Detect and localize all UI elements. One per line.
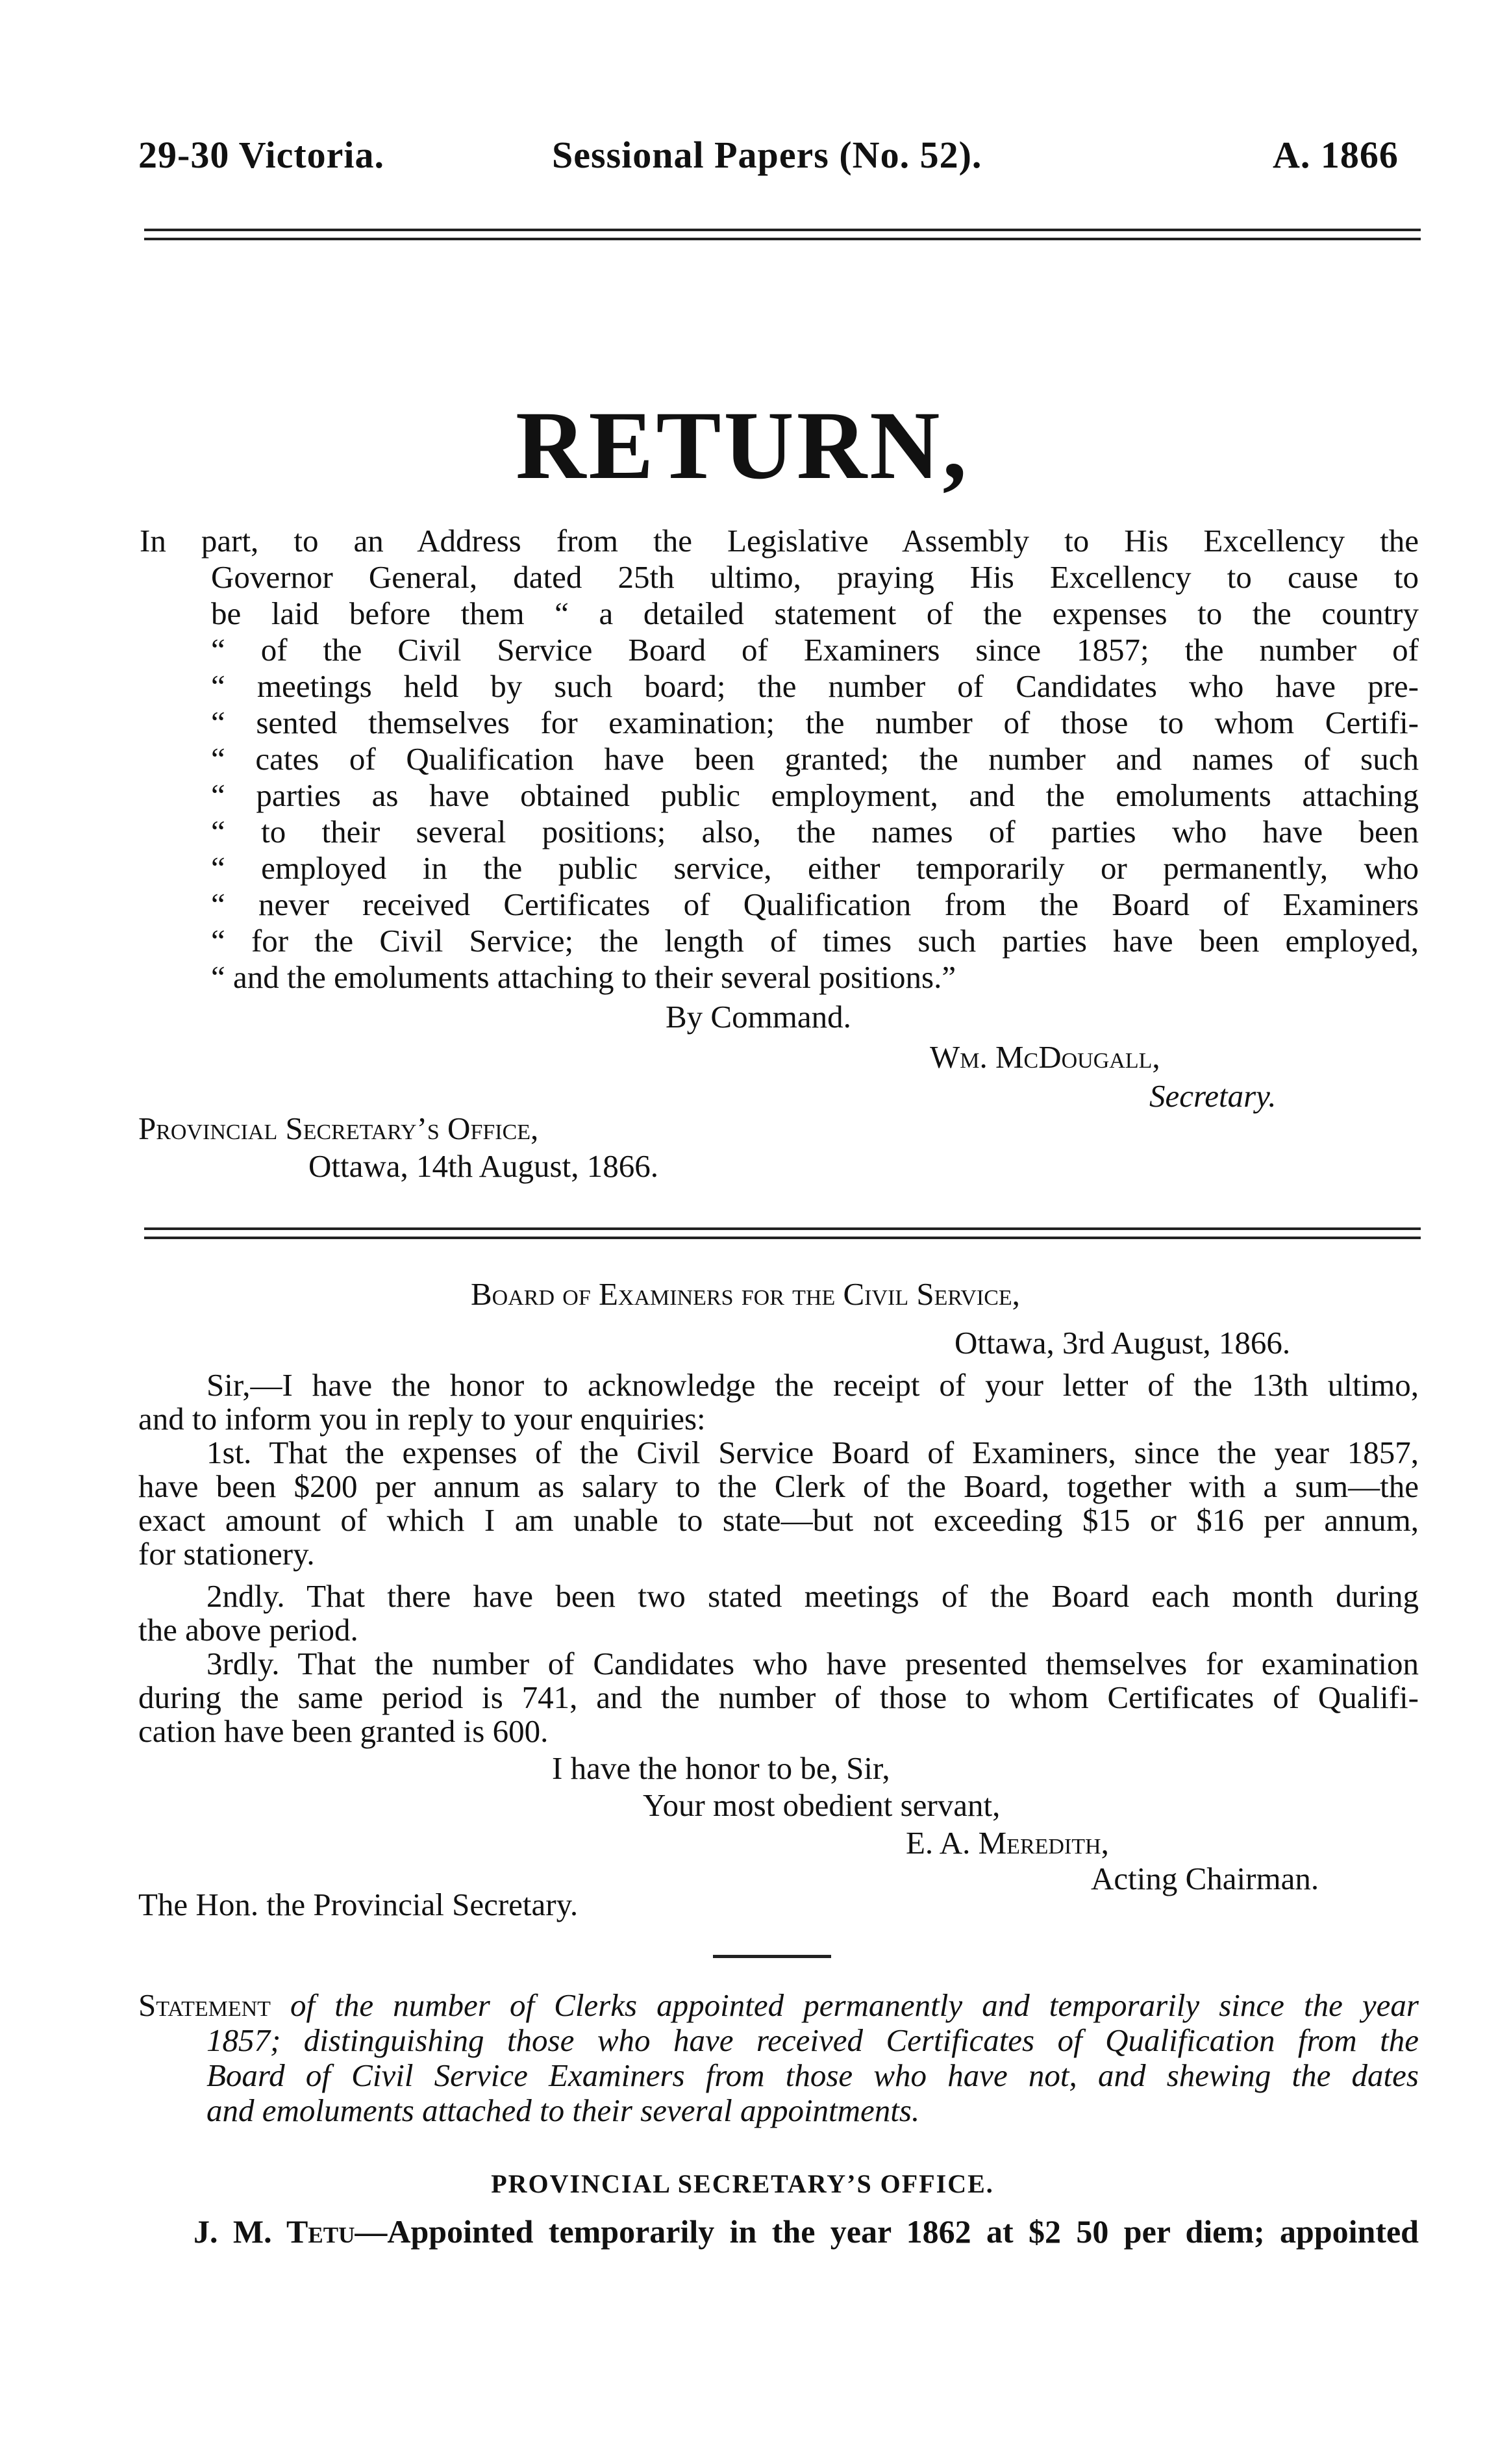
address-line: be laid before them “ a detailed statement of the expenses to the country	[211, 596, 1419, 631]
address-line: “ meetings held by such board; the number of Candidates who have pre-	[211, 668, 1419, 704]
statement-label: Statement	[138, 1987, 271, 2023]
entry-line	[193, 2213, 1419, 2250]
address-line: “ never received Certificates of Qualification from the Board of Examiners	[211, 886, 1419, 922]
address-line: In part, to an Address from the Legislative Assembly to His Excellency the	[140, 523, 1419, 559]
signatory-name: Wm. McDougall,	[930, 1039, 1160, 1075]
letter-line: and to inform you in reply to your enquiries:	[138, 1401, 706, 1437]
letter-line: Sir,—I have the honor to acknowledge the receipt of your letter of the 13th ultimo,	[206, 1367, 1419, 1403]
letter-line: exact amount of which I am unable to state—but not exceeding $15 or $16 per annum,	[138, 1502, 1419, 1538]
letter-heading: Board of Examiners for the Civil Service,	[471, 1276, 1020, 1312]
section-rule-top	[144, 1227, 1421, 1230]
letter-line: cation have been granted is 600.	[138, 1713, 549, 1749]
letter-line: have been $200 per annum as salary to the Clerk of the Board, together with a sum—the	[138, 1468, 1419, 1504]
by-command: By Command.	[666, 999, 851, 1035]
letter-line: for stationery.	[138, 1536, 315, 1572]
statement-line: Board of Civil Service Examiners from those who have not, and shewing the dates	[206, 2057, 1419, 2093]
address-line: “ and the emoluments attaching to their several positions.”	[211, 959, 956, 995]
address-line: “ to their several positions; also, the names of parties who have been	[211, 814, 1419, 849]
letter-line: the above period.	[138, 1612, 358, 1648]
office-place-date: Ottawa, 14th August, 1866.	[308, 1148, 658, 1184]
letter-line: 1st. That the expenses of the Civil Service Board of Examiners, since the year 1857,	[206, 1435, 1419, 1470]
statement-line	[138, 1987, 1419, 2024]
address-line: “ sented themselves for examination; the number of those to whom Certifi-	[211, 705, 1419, 740]
address-line: “ cates of Qualification have been granted; the number and names of such	[211, 741, 1419, 777]
header-year: A. 1866	[1273, 134, 1399, 176]
letter-signer-title: Acting Chairman.	[1091, 1861, 1319, 1896]
address-line: “ parties as have obtained public employment, and the emoluments attaching	[211, 777, 1419, 813]
letter-line: 3rdly. That the number of Candidates who have presented themselves for examination	[206, 1646, 1419, 1681]
signatory-title: Secretary.	[1149, 1078, 1277, 1114]
statement-line: and emoluments attached to their several appointments.	[206, 2093, 920, 2128]
letter-place-date: Ottawa, 3rd August, 1866.	[955, 1325, 1291, 1361]
header-rule-bottom	[144, 238, 1421, 240]
statement-line: 1857; distinguishing those who have received Certificates of Qualification from the	[206, 2022, 1419, 2058]
separator-dash	[713, 1955, 831, 1958]
office-name: Provincial Secretary’s Office,	[138, 1111, 539, 1146]
page-title: RETURN,	[516, 392, 969, 499]
entry-name: J. M. Tetu	[193, 2213, 355, 2250]
address-line: “ employed in the public service, either temporarily or permanently, who	[211, 850, 1419, 886]
header-rule-top	[144, 229, 1421, 231]
address-line: “ for the Civil Service; the length of times such parties have been employed,	[211, 923, 1419, 959]
address-line: Governor General, dated 25th ultimo, praying His Excellency to cause to	[211, 559, 1419, 595]
section-rule-bottom	[144, 1237, 1421, 1239]
letter-line: during the same period is 741, and the number of those to whom Certificates of Qualifi-	[138, 1679, 1419, 1715]
letter-closing: Your most obedient servant,	[643, 1787, 1001, 1823]
letter-signer: E. A. Meredith,	[906, 1825, 1109, 1861]
header-session: 29-30 Victoria.	[138, 134, 385, 176]
section-heading: PROVINCIAL SECRETARY’S OFFICE.	[491, 2169, 994, 2198]
statement-text: of the number of Clerks appointed permanently and temporarily since the year	[290, 1987, 1419, 2023]
entry-text: —Appointed temporarily in the year 1862 at $2 50 per diem; appointed	[355, 2213, 1419, 2250]
letter-addressee: The Hon. the Provincial Secretary.	[138, 1887, 579, 1922]
header-sessional-papers: Sessional Papers (No. 52).	[552, 134, 982, 176]
address-line: “ of the Civil Service Board of Examiners since 1857; the number of	[211, 632, 1419, 668]
letter-closing: I have the honor to be, Sir,	[552, 1750, 890, 1786]
letter-line: 2ndly. That there have been two stated meetings of the Board each month during	[206, 1578, 1419, 1614]
